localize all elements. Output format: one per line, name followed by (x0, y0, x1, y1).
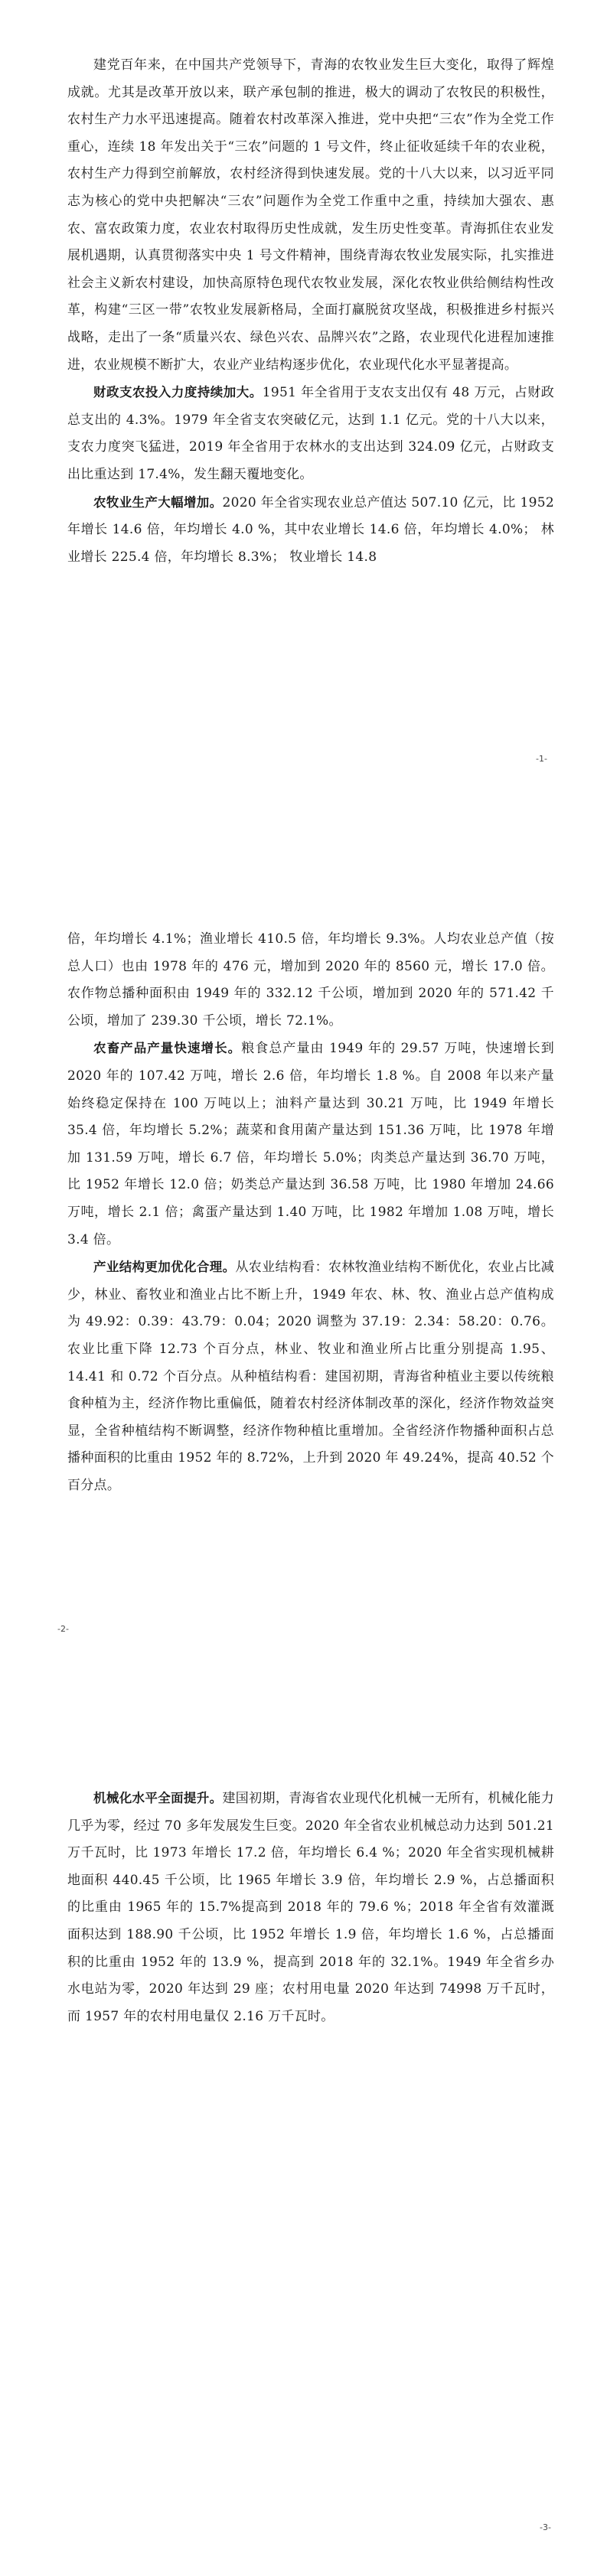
products-paragraph (67, 1035, 554, 1254)
intro-paragraph: 建党百年来，在中国共产党领导下，青海的农牧业发生巨大变化，取得了辉煌成就。尤其是改革开放以来，联产承包制的推进，极大的调动了农牧民的积极性，农村生产力水平迅速提高。随着农村改革深入推进，党中央把“三农”作为全党工作重心，连续 18 年发出关于“三农”问题的 1 号文件，终止征收延续千年的农业税，农村生产力得到空前解放，农村经济得到快速发展。党的十八大以来，以习近平同志为核心的党中央把解决“三农”问题作为全党工作重中之重，持续加大强农、惠农、富农政策力度，农业农村取得历史性成就，发生历史性变革。青海抓住农业发展机遇期，认真贯彻落实中央 1 号文件精神，围绕青海农牧业发展实际，扎实推进社会主义新农村建设，加快高原特色现代农牧业发展，深化农牧业供给侧结构性改革，构建“三区一带”农牧业发展新格局，全面打赢脱贫攻坚战，积极推进乡村振兴战略，走出了一条“质量兴农、绿色兴农、品牌兴农”之路，农业现代化进程加速推进，农业规模不断扩大，农业产业结构逐步优化，农业现代化水平显著提高。 (67, 57, 554, 373)
page-1-content (67, 52, 554, 571)
structure-heading: 产业结构更加优化合理。 (93, 1260, 236, 1275)
page-3 (0, 1717, 607, 2576)
page-2 (0, 859, 607, 1717)
mechanization-body: 建国初期，青海省农业现代化机械一无所有，机械化能力几乎为零，经过 70 多年发展发生巨变。2020 年全省农业机械总动力达到 501.21 万千瓦时，比 1973 年增长 17.2 倍，年均增长 6.4 %；2020 年全省实现机械耕地面积 440.45 千公顷，比 1965 年增长 3.9 倍，年均增长 2.9 %，占总播面积的比重由 1965 年的 15.7%提高到 2018 年的 79.6 %；2018 年全省有效灌溉面积达到 188.90 千公顷，比 1952 年增长 1.9 倍，年均增长 1.6 %，占总播面积的比重由 1952 年的 13.9 %，提高到 2018 年的 32.1%。1949 年全省乡办水电站为零，2020 年达到 29 座；农村用电量 2020 年达到 74998 万千瓦时，而 1957 年的农村用电量仅 2.16 万千瓦时。 (67, 1791, 555, 2024)
output-continued-paragraph: 倍，年均增长 4.1%；渔业增长 410.5 倍，年均增长 9.3%。人均农业总产值（按总人口）也由 1978 年的 476 元，增加到 2020 年的 8560 元，增长 17.0 倍。农作物总播种面积由 1949 年的 332.12 千公顷，增加到 2020 年的 571.42 千公顷，增加了 239.30 千公顷，增长 72.1%。 (67, 931, 554, 1029)
page-number: -2- (57, 1624, 69, 1634)
output-heading: 农牧业生产大幅增加。 (93, 494, 223, 510)
mechanization-paragraph (67, 1785, 554, 2030)
products-body: 粮食总产量由 1949 年的 29.57 万吨，快速增长到 2020 年的 107.42 万吨，增长 2.6 倍，年均增长 1.8 %。自 2008 年以来产量始终稳定保持在 100 万吨以上；油料产量达到 30.21 万吨，比 1949 年增长 35.4 倍，年均增长 5.2%；蔬菜和食用菌产量达到 151.36 万吨，比 1978 年增加 131.59 万吨，增长 6.7 倍，年均增长 5.0%；肉类总产量达到 36.70 万吨，比 1952 年增长 12.0 倍；奶类总产量达到 36.58 万吨，比 1980 年增加 24.66 万吨，增长 2.1 倍；禽蛋产量达到 1.40 万吨，比 1982 年增加 1.08 万吨，增长 3.4 倍。 (67, 1041, 554, 1247)
structure-paragraph (67, 1254, 554, 1499)
structure-body: 从农业结构看：农林牧渔业结构不断优化，农业占比减少，林业、畜牧业和渔业占比不断上升，1949 年农、林、牧、渔业占总产值构成为 49.92：0.39：43.79：0.04；2020 调整为 37.19：2.34：58.20：0.76。农业比重下降 12.73 个百分点，林业、牧业和渔业所占比重分别提高 1.95、14.41 和 0.72 个百分点。从种植结构看：建国初期，青海省种植业主要以传统粮食种植为主，经济作物比重偏低，随着农村经济体制改革的深化，经济作物效益突显，全省种植结构不断调整，经济作物种植比重增加。全省经济作物播种面积占总播种面积的比重由 1952 年的 8.72%，上升到 2020 年 49.24%，提高 40.52 个百分点。 (67, 1260, 554, 1493)
output-body: 2020 年全省实现农业总产值达 507.10 亿元，比 1952 年增长 14.6 倍，年均增长 4.0 %，其中农业增长 14.6 倍，年均增长 4.0%； 林业增长 225.4 倍，年均增长 8.3%； 牧业增长 14.8 (67, 494, 555, 565)
fiscal-heading: 财政支农投入力度持续加大。 (93, 385, 263, 400)
products-heading: 农畜产品产量快速增长。 (93, 1041, 242, 1056)
fiscal-body: 1951 年全省用于支农支出仅有 48 万元，占财政总支出的 4.3%。1979 年全省支农突破亿元，达到 1.1 亿元。党的十八大以来，支农力度突飞猛进，2019 年全省用于农林水的支出达到 324.09 亿元，占财政支出比重达到 17.4%，发生翻天覆地变化。 (67, 385, 555, 482)
page-number: -1- (536, 754, 547, 764)
page-2-content (67, 926, 554, 1499)
fiscal-paragraph (67, 379, 554, 488)
page-1 (0, 0, 607, 859)
page-number: -3- (540, 2522, 551, 2532)
page-3-content (67, 1785, 554, 2030)
mechanization-heading: 机械化水平全面提升。 (93, 1791, 223, 1805)
output-paragraph (67, 489, 554, 572)
